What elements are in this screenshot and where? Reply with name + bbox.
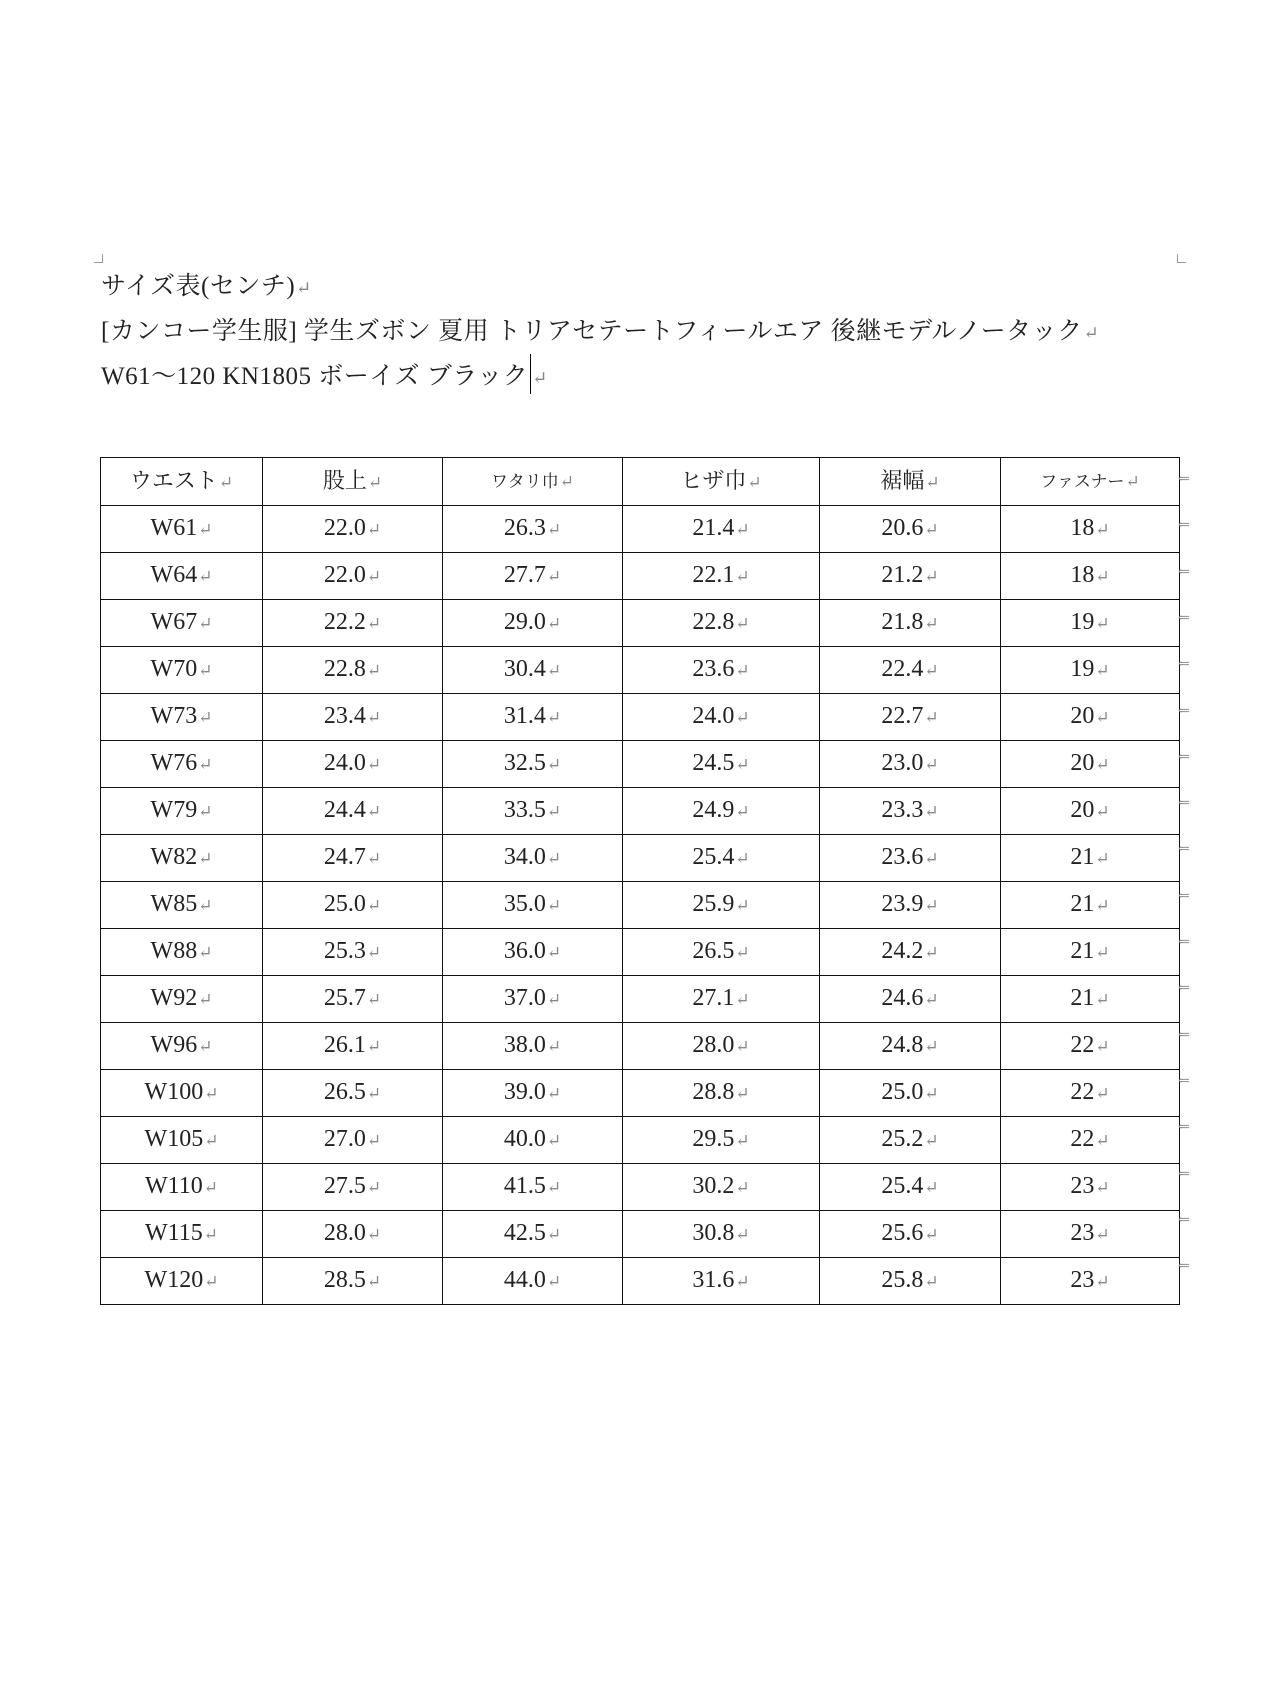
cell-end-mark-icon: ↵ xyxy=(1095,1037,1110,1056)
cell-end-mark-icon: ↵ xyxy=(198,849,213,868)
cell-end-mark-icon: ↵ xyxy=(546,1131,562,1150)
table-row xyxy=(101,976,1180,1023)
cell-end-mark-icon: ↵ xyxy=(924,1037,939,1056)
cell-end-mark-icon: ↵ xyxy=(546,1225,562,1244)
cell-end-mark-icon: ↵ xyxy=(735,1131,750,1150)
cell-end-mark-icon: ↵ xyxy=(1095,1178,1110,1197)
cell-end-mark-icon: ↵ xyxy=(1095,755,1110,774)
cell-end-mark-icon: ↵ xyxy=(735,661,750,680)
cell-end-mark-icon: ↵ xyxy=(366,1272,382,1291)
cell-knee-width[interactable]: 28.0↵ xyxy=(623,1023,820,1070)
cell-thigh-width[interactable]: 31.4↵ xyxy=(443,694,623,741)
cell-rise[interactable]: 26.1↵ xyxy=(263,1023,443,1070)
cell-rise[interactable]: 28.5↵ xyxy=(263,1258,443,1305)
cell-end-mark-icon: ↵ xyxy=(1095,614,1110,633)
cell-end-mark-icon: ↵ xyxy=(735,708,750,727)
table-row xyxy=(101,1211,1180,1258)
cell-end-mark-icon: ↵ xyxy=(366,1084,382,1103)
cell-zipper[interactable]: 22↵ xyxy=(1001,1023,1180,1070)
cell-end-mark-icon: ↵ xyxy=(366,896,382,915)
cell-end-mark-icon: ↵ xyxy=(1095,802,1110,821)
cell-rise[interactable]: 25.0↵ xyxy=(263,882,443,929)
table-row xyxy=(101,1258,1180,1305)
cell-rise[interactable]: 28.0↵ xyxy=(263,1211,443,1258)
cell-zipper[interactable]: 23↵ xyxy=(1001,1164,1180,1211)
row-end-mark-icon: ⇐ xyxy=(1178,1166,1190,1182)
cell-knee-width[interactable]: 22.1↵ xyxy=(623,553,820,600)
cell-hem-width[interactable]: 25.2↵ xyxy=(820,1117,1001,1164)
cell-end-mark-icon: ↵ xyxy=(735,520,750,539)
cell-waist[interactable]: W92↵ xyxy=(101,976,263,1023)
cell-thigh-width[interactable]: 39.0↵ xyxy=(443,1070,623,1117)
cell-hem-width[interactable]: 23.9↵ xyxy=(820,882,1001,929)
cell-end-mark-icon: ↵ xyxy=(366,1037,382,1056)
table-header-row xyxy=(101,458,1180,506)
cell-end-mark-icon: ↵ xyxy=(546,614,562,633)
cell-zipper[interactable]: 21↵ xyxy=(1001,835,1180,882)
cell-zipper[interactable]: 21↵ xyxy=(1001,929,1180,976)
cell-end-mark-icon: ↵ xyxy=(204,1131,219,1150)
cell-thigh-width[interactable]: 36.0↵ xyxy=(443,929,623,976)
cell-end-mark-icon: ↵ xyxy=(203,1178,218,1197)
cell-end-mark-icon: ↵ xyxy=(546,802,562,821)
cell-end-mark-icon: ↵ xyxy=(924,802,939,821)
table-row xyxy=(101,1164,1180,1211)
row-end-mark-icon: ⇐ xyxy=(1178,1259,1190,1275)
cell-end-mark-icon: ↵ xyxy=(366,1178,382,1197)
cell-end-mark-icon: ↵ xyxy=(735,849,750,868)
cell-zipper[interactable]: 20↵ xyxy=(1001,694,1180,741)
cell-end-mark-icon: ↵ xyxy=(198,943,213,962)
cell-knee-width[interactable]: 26.5↵ xyxy=(623,929,820,976)
cell-end-mark-icon: ↵ xyxy=(1095,708,1110,727)
cell-waist[interactable]: W64↵ xyxy=(101,553,263,600)
cell-end-mark-icon: ↵ xyxy=(366,990,382,1009)
cell-end-mark-icon: ↵ xyxy=(735,1037,750,1056)
cell-end-mark-icon: ↵ xyxy=(924,755,939,774)
cell-end-mark-icon: ↵ xyxy=(735,567,750,586)
cell-knee-width[interactable]: 25.9↵ xyxy=(623,882,820,929)
cell-end-mark-icon: ↵ xyxy=(198,661,213,680)
table-row xyxy=(101,882,1180,929)
row-end-mark-icon: ⇐ xyxy=(1178,1212,1190,1228)
cell-rise[interactable]: 22.0↵ xyxy=(263,553,443,600)
cell-end-mark-icon: ↵ xyxy=(366,849,382,868)
cell-end-mark-icon: ↵ xyxy=(1095,520,1110,539)
cell-end-mark-icon: ↵ xyxy=(198,520,213,539)
product-text: [カンコー学生服] 学生ズボン 夏用 トリアセテートフィールエア 後継モデルノータック xyxy=(101,318,1083,345)
table-row xyxy=(101,835,1180,882)
table-row xyxy=(101,1023,1180,1070)
cell-end-mark-icon: ↵ xyxy=(924,661,939,680)
cell-end-mark-icon: ↵ xyxy=(735,755,750,774)
row-end-mark-icon: ⇐ xyxy=(1178,935,1190,950)
cell-end-mark-icon: ↵ xyxy=(559,472,575,491)
cell-rise[interactable]: 25.3↵ xyxy=(263,929,443,976)
cell-zipper[interactable]: 19↵ xyxy=(1001,647,1180,694)
cell-hem-width[interactable]: 24.6↵ xyxy=(820,976,1001,1023)
header-zipper[interactable]: ファスナー↵ xyxy=(1001,458,1180,506)
cell-end-mark-icon: ↵ xyxy=(546,520,562,539)
cell-end-mark-icon: ↵ xyxy=(924,1225,939,1244)
cell-end-mark-icon: ↵ xyxy=(198,896,213,915)
cell-rise[interactable]: 24.7↵ xyxy=(263,835,443,882)
cell-hem-width[interactable]: 25.0↵ xyxy=(820,1070,1001,1117)
cell-hem-width[interactable]: 22.4↵ xyxy=(820,647,1001,694)
row-end-mark-icon: ⇐ xyxy=(1178,796,1190,812)
cell-end-mark-icon: ↵ xyxy=(366,520,382,539)
cell-zipper[interactable]: 18↵ xyxy=(1001,553,1180,600)
cell-end-mark-icon: ↵ xyxy=(366,1225,382,1244)
cell-waist[interactable]: W88↵ xyxy=(101,929,263,976)
model-line[interactable] xyxy=(101,354,1191,399)
cell-end-mark-icon: ↵ xyxy=(366,708,382,727)
cell-hem-width[interactable]: 25.4↵ xyxy=(820,1164,1001,1211)
cell-zipper[interactable]: 20↵ xyxy=(1001,741,1180,788)
cell-end-mark-icon: ↵ xyxy=(366,661,382,680)
row-end-mark-icon: ⇐ xyxy=(1178,518,1190,534)
cell-waist[interactable]: W100↵ xyxy=(101,1070,263,1117)
cell-knee-width[interactable]: 27.1↵ xyxy=(623,976,820,1023)
table-row xyxy=(101,647,1180,694)
cell-end-mark-icon: ↵ xyxy=(924,520,939,539)
cell-hem-width[interactable]: 25.8↵ xyxy=(820,1258,1001,1305)
header-rise[interactable]: 股上↵ xyxy=(263,458,443,506)
cell-hem-width[interactable]: 20.6↵ xyxy=(820,506,1001,553)
cell-zipper[interactable]: 19↵ xyxy=(1001,600,1180,647)
cell-thigh-width[interactable]: 30.4↵ xyxy=(443,647,623,694)
cell-end-mark-icon: ↵ xyxy=(546,708,562,727)
cell-end-mark-icon: ↵ xyxy=(198,708,213,727)
cell-end-mark-icon: ↵ xyxy=(546,1272,562,1291)
cell-end-mark-icon: ↵ xyxy=(1095,1084,1110,1103)
row-end-mark-icon: ⇐ xyxy=(1178,888,1190,904)
cell-end-mark-icon: ↵ xyxy=(546,943,562,962)
cell-end-mark-icon: ↵ xyxy=(1095,1272,1110,1291)
row-end-mark-icon: ⇐ xyxy=(1178,981,1190,997)
cell-thigh-width[interactable]: 34.0↵ xyxy=(443,835,623,882)
cell-end-mark-icon: ↵ xyxy=(735,802,750,821)
header-thigh-width[interactable]: ワタリ巾↵ xyxy=(443,458,623,506)
cell-waist[interactable]: W82↵ xyxy=(101,835,263,882)
row-end-mark-icon: ⇐ xyxy=(1178,1027,1190,1043)
cell-end-mark-icon: ↵ xyxy=(198,755,213,774)
row-end-mark-icon: ⇐ xyxy=(1178,472,1190,487)
cell-end-mark-icon: ↵ xyxy=(1095,849,1110,868)
cell-thigh-width[interactable]: 42.5↵ xyxy=(443,1211,623,1258)
cell-knee-width[interactable]: 23.6↵ xyxy=(623,647,820,694)
cell-end-mark-icon: ↵ xyxy=(366,567,382,586)
cell-end-mark-icon: ↵ xyxy=(735,1084,750,1103)
paragraph-mark-icon: ↵ xyxy=(532,368,548,388)
row-end-mark-icon: ⇐ xyxy=(1178,610,1190,626)
cell-hem-width[interactable]: 21.8↵ xyxy=(820,600,1001,647)
cell-hem-width[interactable]: 22.7↵ xyxy=(820,694,1001,741)
cell-end-mark-icon: ↵ xyxy=(735,990,750,1009)
cell-end-mark-icon: ↵ xyxy=(366,755,382,774)
header-waist[interactable]: ウエスト↵ xyxy=(101,458,263,506)
cell-end-mark-icon: ↵ xyxy=(924,990,939,1009)
cell-end-mark-icon: ↵ xyxy=(366,802,382,821)
cell-knee-width[interactable]: 24.5↵ xyxy=(623,741,820,788)
cell-zipper[interactable]: 18↵ xyxy=(1001,506,1180,553)
cell-zipper[interactable]: 23↵ xyxy=(1001,1211,1180,1258)
cell-end-mark-icon: ↵ xyxy=(546,1037,562,1056)
cell-waist[interactable]: W110↵ xyxy=(101,1164,263,1211)
cell-end-mark-icon: ↵ xyxy=(924,1084,939,1103)
cell-knee-width[interactable]: 31.6↵ xyxy=(623,1258,820,1305)
table-row xyxy=(101,929,1180,976)
title-text: サイズ表(センチ) xyxy=(101,273,296,300)
cell-end-mark-icon: ↵ xyxy=(924,896,939,915)
cell-end-mark-icon: ↵ xyxy=(924,1178,939,1197)
cell-zipper[interactable]: 21↵ xyxy=(1001,882,1180,929)
table-row xyxy=(101,694,1180,741)
cell-hem-width[interactable]: 24.2↵ xyxy=(820,929,1001,976)
cell-waist[interactable]: W115↵ xyxy=(101,1211,263,1258)
cell-knee-width[interactable]: 24.9↵ xyxy=(623,788,820,835)
cell-end-mark-icon: ↵ xyxy=(735,1225,750,1244)
cell-end-mark-icon: ↵ xyxy=(735,1272,750,1291)
heading-block[interactable] xyxy=(101,264,1191,399)
cell-end-mark-icon: ↵ xyxy=(546,896,562,915)
table-body xyxy=(101,506,1180,1305)
cell-thigh-width[interactable]: 32.5↵ xyxy=(443,741,623,788)
cell-thigh-width[interactable]: 29.0↵ xyxy=(443,600,623,647)
cell-waist[interactable]: W70↵ xyxy=(101,647,263,694)
cell-waist[interactable]: W105↵ xyxy=(101,1117,263,1164)
cell-end-mark-icon: ↵ xyxy=(198,1037,213,1056)
cell-end-mark-icon: ↵ xyxy=(198,567,213,586)
cell-rise[interactable]: 22.8↵ xyxy=(263,647,443,694)
cell-end-mark-icon: ↵ xyxy=(735,1178,750,1197)
cell-knee-width[interactable]: 28.8↵ xyxy=(623,1070,820,1117)
cell-end-mark-icon: ↵ xyxy=(735,896,750,915)
header-hem-width[interactable]: 裾幅↵ xyxy=(820,458,1001,506)
cell-end-mark-icon: ↵ xyxy=(546,1084,562,1103)
cell-thigh-width[interactable]: 26.3↵ xyxy=(443,506,623,553)
cell-knee-width[interactable]: 29.5↵ xyxy=(623,1117,820,1164)
cell-end-mark-icon: ↵ xyxy=(924,708,939,727)
cell-end-mark-icon: ↵ xyxy=(924,849,939,868)
cell-knee-width[interactable]: 21.4↵ xyxy=(623,506,820,553)
cell-end-mark-icon: ↵ xyxy=(204,1272,219,1291)
cell-end-mark-icon: ↵ xyxy=(198,990,213,1009)
cell-end-mark-icon: ↵ xyxy=(1125,472,1140,491)
margin-corner-mark-left xyxy=(94,254,103,263)
cell-end-mark-icon: ↵ xyxy=(747,473,762,492)
cell-end-mark-icon: ↵ xyxy=(546,990,562,1009)
cell-waist[interactable]: W96↵ xyxy=(101,1023,263,1070)
cell-waist[interactable]: W85↵ xyxy=(101,882,263,929)
cell-hem-width[interactable]: 21.2↵ xyxy=(820,553,1001,600)
cell-end-mark-icon: ↵ xyxy=(735,614,750,633)
row-end-mark-icon: ⇐ xyxy=(1178,1073,1190,1089)
cell-rise[interactable]: 27.0↵ xyxy=(263,1117,443,1164)
cell-zipper[interactable]: 22↵ xyxy=(1001,1117,1180,1164)
size-table[interactable] xyxy=(100,457,1180,1305)
table-row xyxy=(101,553,1180,600)
cell-hem-width[interactable]: 23.6↵ xyxy=(820,835,1001,882)
cell-end-mark-icon: ↵ xyxy=(366,1131,382,1150)
cell-end-mark-icon: ↵ xyxy=(198,614,213,633)
cell-zipper[interactable]: 23↵ xyxy=(1001,1258,1180,1305)
cell-rise[interactable]: 24.4↵ xyxy=(263,788,443,835)
cell-end-mark-icon: ↵ xyxy=(203,1225,218,1244)
cell-end-mark-icon: ↵ xyxy=(924,1272,939,1291)
cell-end-mark-icon: ↵ xyxy=(924,567,939,586)
title-line[interactable] xyxy=(101,264,1191,309)
cell-end-mark-icon: ↵ xyxy=(546,567,562,586)
cell-thigh-width[interactable]: 41.5↵ xyxy=(443,1164,623,1211)
cell-end-mark-icon: ↵ xyxy=(1095,943,1110,962)
row-end-mark-icon: ⇐ xyxy=(1178,749,1190,765)
cell-end-mark-icon: ↵ xyxy=(924,1131,939,1150)
cell-end-mark-icon: ↵ xyxy=(218,473,234,492)
cell-end-mark-icon: ↵ xyxy=(366,614,382,633)
cell-rise[interactable]: 23.4↵ xyxy=(263,694,443,741)
cell-knee-width[interactable]: 24.0↵ xyxy=(623,694,820,741)
cell-end-mark-icon: ↵ xyxy=(1095,1131,1110,1150)
cell-thigh-width[interactable]: 37.0↵ xyxy=(443,976,623,1023)
cell-thigh-width[interactable]: 33.5↵ xyxy=(443,788,623,835)
cell-thigh-width[interactable]: 27.7↵ xyxy=(443,553,623,600)
cell-end-mark-icon: ↵ xyxy=(546,661,562,680)
table-row xyxy=(101,1117,1180,1164)
cell-knee-width[interactable]: 30.2↵ xyxy=(623,1164,820,1211)
table-row xyxy=(101,1070,1180,1117)
cell-hem-width[interactable]: 25.6↵ xyxy=(820,1211,1001,1258)
cell-waist[interactable]: W67↵ xyxy=(101,600,263,647)
cell-hem-width[interactable]: 23.0↵ xyxy=(820,741,1001,788)
cell-rise[interactable]: 22.2↵ xyxy=(263,600,443,647)
cell-zipper[interactable]: 22↵ xyxy=(1001,1070,1180,1117)
table-row xyxy=(101,788,1180,835)
cell-rise[interactable]: 22.0↵ xyxy=(263,506,443,553)
cell-end-mark-icon: ↵ xyxy=(1095,567,1110,586)
cell-rise[interactable]: 25.7↵ xyxy=(263,976,443,1023)
cell-zipper[interactable]: 21↵ xyxy=(1001,976,1180,1023)
cell-rise[interactable]: 27.5↵ xyxy=(263,1164,443,1211)
cell-end-mark-icon: ↵ xyxy=(546,1178,562,1197)
cell-hem-width[interactable]: 24.8↵ xyxy=(820,1023,1001,1070)
cell-end-mark-icon: ↵ xyxy=(1095,896,1110,915)
header-knee-width[interactable]: ヒザ巾↵ xyxy=(623,458,820,506)
cell-end-mark-icon: ↵ xyxy=(198,802,213,821)
cell-thigh-width[interactable]: 35.0↵ xyxy=(443,882,623,929)
cell-end-mark-icon: ↵ xyxy=(924,614,939,633)
cell-end-mark-icon: ↵ xyxy=(925,473,940,492)
cell-hem-width[interactable]: 23.3↵ xyxy=(820,788,1001,835)
row-end-mark-icon: ⇐ xyxy=(1178,703,1190,719)
cell-end-mark-icon: ↵ xyxy=(204,1084,219,1103)
paragraph-mark-icon: ↵ xyxy=(1083,323,1100,343)
cell-end-mark-icon: ↵ xyxy=(366,943,382,962)
cell-waist[interactable]: W76↵ xyxy=(101,741,263,788)
cell-end-mark-icon: ↵ xyxy=(367,473,383,492)
cell-end-mark-icon: ↵ xyxy=(546,849,562,868)
cell-end-mark-icon: ↵ xyxy=(1095,990,1110,1009)
cell-end-mark-icon: ↵ xyxy=(735,943,750,962)
row-end-mark-icon: ⇐ xyxy=(1178,657,1190,673)
table-row xyxy=(101,600,1180,647)
cell-thigh-width[interactable]: 40.0↵ xyxy=(443,1117,623,1164)
cell-thigh-width[interactable]: 44.0↵ xyxy=(443,1258,623,1305)
cell-end-mark-icon: ↵ xyxy=(924,943,939,962)
cell-end-mark-icon: ↵ xyxy=(1095,661,1110,680)
paragraph-mark-icon: ↵ xyxy=(296,278,312,298)
cell-thigh-width[interactable]: 38.0↵ xyxy=(443,1023,623,1070)
product-line[interactable] xyxy=(101,309,1191,354)
table-row xyxy=(101,506,1180,553)
cell-end-mark-icon: ↵ xyxy=(1095,1225,1110,1244)
cell-waist[interactable]: W79↵ xyxy=(101,788,263,835)
cell-waist[interactable]: W61↵ xyxy=(101,506,263,553)
model-text: W61～120 KN1805 ボーイズ ブラック xyxy=(101,363,529,390)
cell-rise[interactable]: 26.5↵ xyxy=(263,1070,443,1117)
cell-knee-width[interactable]: 30.8↵ xyxy=(623,1211,820,1258)
row-end-mark-icon: ⇐ xyxy=(1178,564,1190,580)
row-end-mark-icon: ⇐ xyxy=(1178,842,1190,858)
cell-knee-width[interactable]: 25.4↵ xyxy=(623,835,820,882)
cell-waist[interactable]: W73↵ xyxy=(101,694,263,741)
cell-knee-width[interactable]: 22.8↵ xyxy=(623,600,820,647)
table-row xyxy=(101,741,1180,788)
cell-waist[interactable]: W120↵ xyxy=(101,1258,263,1305)
cell-zipper[interactable]: 20↵ xyxy=(1001,788,1180,835)
cell-rise[interactable]: 24.0↵ xyxy=(263,741,443,788)
row-end-mark-icon: ⇐ xyxy=(1178,1120,1190,1136)
cell-end-mark-icon: ↵ xyxy=(546,755,562,774)
margin-corner-mark-right xyxy=(1177,254,1186,263)
